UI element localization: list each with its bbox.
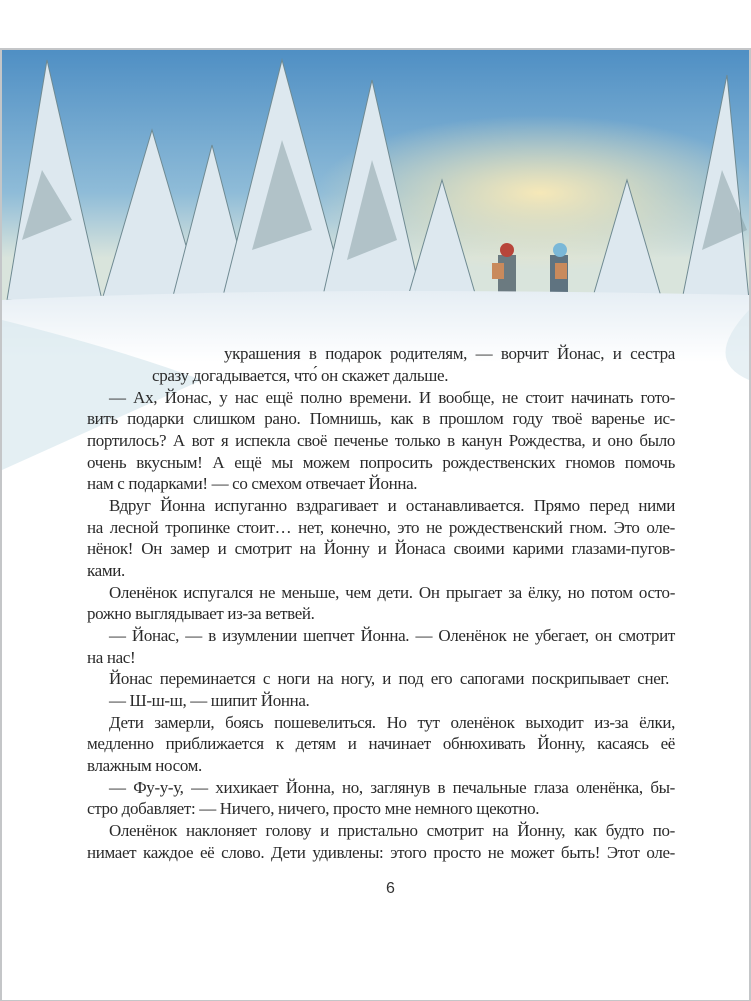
text-line: влажным носом.: [87, 756, 202, 775]
text-line: — Ах, Йонас, у нас ещё полно времени. И вообще, не стоит начинать гото-: [109, 388, 675, 407]
text-line: Оленёнок испугался не меньше, чем дети. Он прыгает за ёлку, но потом осто-: [109, 583, 675, 602]
text-line: портилось? А вот я испекла своё печенье только в канун Рождества, и оно было: [87, 431, 675, 450]
text-line: нёнок! Он замер и смотрит на Йонну и Йонаса своими карими глазами-пугов-: [87, 539, 675, 558]
text-line: рожно выглядывает из-за ветвей.: [87, 604, 315, 623]
text-line: Оленёнок наклоняет голову и пристально смотрит на Йонну, как будто по-: [109, 821, 675, 840]
text-line: вить подарки слишком рано. Помнишь, как в прошлом году твоё варенье ис-: [87, 409, 675, 428]
text-line: стро добавляет: — Ничего, ничего, просто мне немного щекотно.: [87, 799, 540, 818]
text-line: на лесной тропинке стоит… нет, конечно, это не рождественский гном. Это оле-: [87, 518, 675, 537]
text-line: нам с подарками! — со смехом отвечает Йонна.: [87, 474, 418, 493]
story-text: [2, 50, 749, 1000]
text-line: очень вкусным! А ещё мы можем попросить рождественских гномов помочь: [87, 453, 675, 472]
text-line: Вдруг Йонна испуганно вздрагивает и останавливается. Прямо перед ними: [109, 496, 675, 515]
text-line: — Фу-у-у, — хихикает Йонна, но, заглянув в печальные глаза оленёнка, бы-: [109, 778, 675, 797]
text-line: ками.: [87, 561, 125, 580]
text-line: сразу догадывается, что́ он скажет дальше.: [152, 366, 449, 385]
text-line: — Ш-ш-ш, — шипит Йонна.: [109, 691, 310, 710]
book-page: [0, 48, 751, 1001]
text-line: — Йонас, — в изумлении шепчет Йонна. — Оленёнок не убегает, он смотрит: [109, 626, 675, 645]
text-line: медленно приближается к детям и начинает обнюхивать Йонну, касаясь её: [87, 734, 675, 753]
text-line: Дети замерли, боясь пошевелиться. Но тут оленёнок выходит из-за ёлки,: [109, 713, 675, 732]
text-line: Йонас переминается с ноги на ногу, и под его сапогами поскрипывает снег.: [109, 669, 669, 688]
page-number: 6: [386, 880, 395, 897]
text-line: нимает каждое её слово. Дети удивлены: этого просто не может быть! Этот оле-: [87, 843, 675, 862]
text-line: украшения в подарок родителям, — ворчит Йонас, и сестра: [224, 344, 675, 363]
text-line: на нас!: [87, 648, 136, 667]
